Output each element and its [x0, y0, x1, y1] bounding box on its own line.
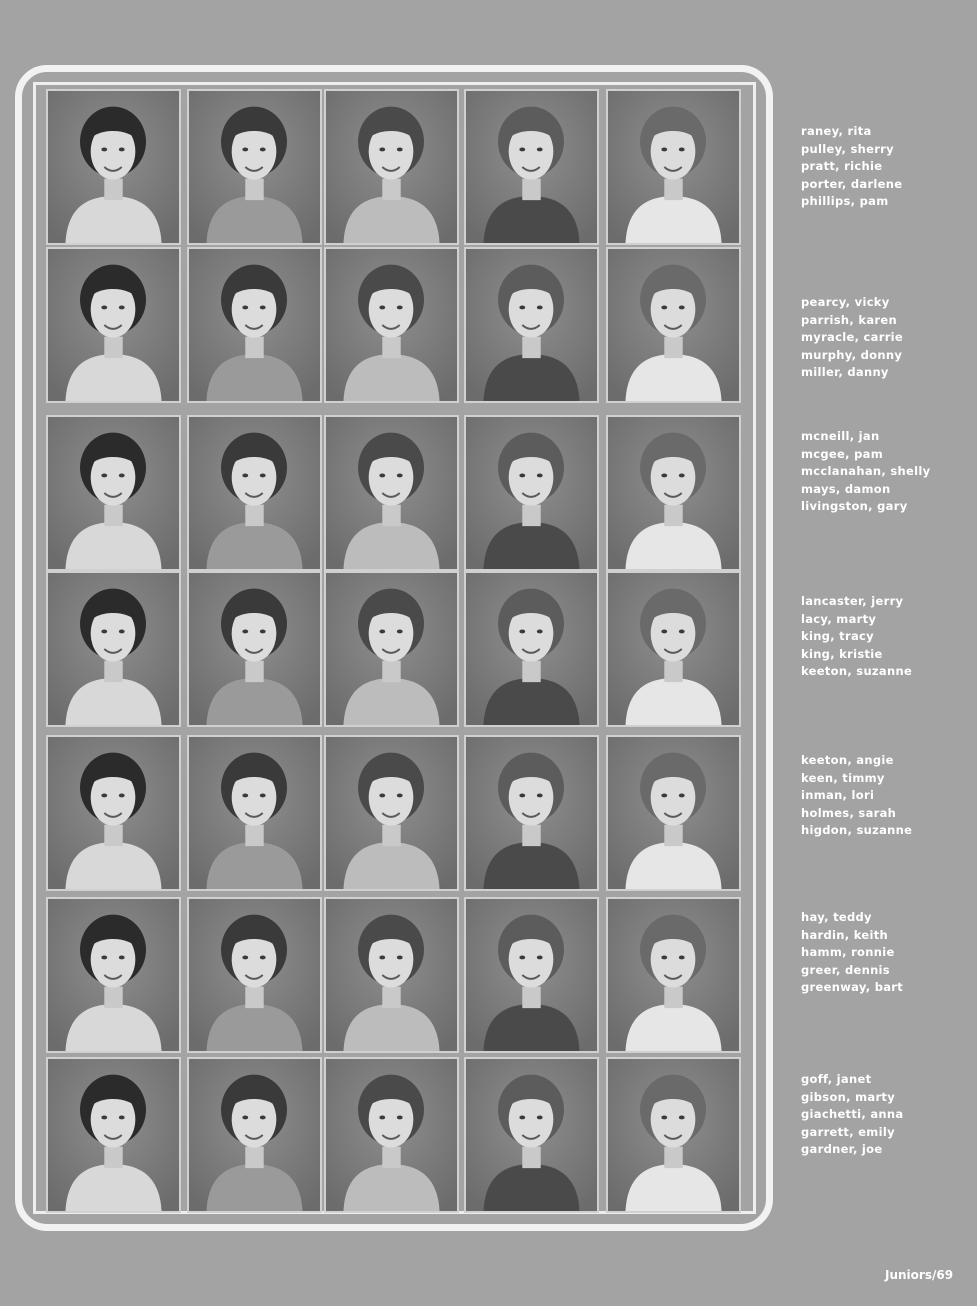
student-name: mays, damon	[801, 481, 891, 496]
portrait-row	[44, 735, 744, 891]
student-portrait	[606, 735, 741, 891]
student-portrait	[606, 247, 741, 403]
student-portrait	[324, 247, 459, 403]
student-name: pratt, richie	[801, 159, 883, 173]
student-portrait	[464, 89, 599, 245]
student-name: murphy, donny	[801, 347, 903, 362]
student-portrait	[187, 247, 322, 403]
student-portrait	[324, 571, 459, 727]
student-name: keeton, suzanne	[801, 664, 913, 678]
student-portrait	[324, 89, 459, 245]
student-portrait	[606, 1057, 741, 1213]
student-name: parrish, karen	[801, 312, 897, 327]
student-name: greer, dennis	[801, 962, 890, 977]
name-list	[801, 1071, 961, 1159]
student-portrait	[46, 247, 181, 403]
student-portrait	[464, 415, 599, 571]
portrait-row	[44, 415, 744, 571]
student-portrait	[187, 1057, 322, 1213]
student-portrait	[187, 415, 322, 571]
student-name: keen, timmy	[801, 770, 885, 785]
student-name: miller, danny	[801, 365, 889, 379]
page-folio: Juniors/69	[885, 1268, 954, 1282]
name-list	[801, 428, 961, 516]
name-list	[801, 123, 961, 211]
student-name: holmes, sarah	[801, 805, 897, 820]
student-portrait	[464, 247, 599, 403]
student-portrait	[46, 571, 181, 727]
name-list	[801, 593, 961, 681]
student-name: king, tracy	[801, 629, 874, 643]
student-name: pearcy, vicky	[801, 295, 890, 309]
student-name: inman, lori	[801, 788, 875, 802]
student-name: hamm, ronnie	[801, 945, 895, 959]
student-portrait	[46, 897, 181, 1053]
student-name: giachetti, anna	[801, 1107, 904, 1121]
portrait-row	[44, 897, 744, 1053]
student-portrait	[187, 735, 322, 891]
student-portrait	[606, 897, 741, 1053]
name-list	[801, 752, 961, 840]
student-portrait	[324, 735, 459, 891]
student-name: mcneill, jan	[801, 429, 880, 443]
student-name: mcgee, pam	[801, 446, 883, 461]
portrait-row	[44, 89, 744, 245]
student-name: phillips, pam	[801, 194, 889, 208]
student-name: gardner, joe	[801, 1142, 883, 1156]
student-portrait	[464, 1057, 599, 1213]
student-name: gibson, marty	[801, 1089, 896, 1104]
student-name: garrett, emily	[801, 1124, 895, 1139]
student-portrait	[46, 735, 181, 891]
portrait-row	[44, 1057, 744, 1213]
portrait-grid	[44, 89, 744, 1210]
name-list	[801, 909, 961, 997]
student-name: higdon, suzanne	[801, 823, 913, 837]
name-list	[801, 294, 961, 382]
student-portrait	[606, 89, 741, 245]
student-name: hay, teddy	[801, 910, 872, 924]
student-name: mcclanahan, shelly	[801, 464, 931, 478]
student-portrait	[187, 89, 322, 245]
student-name: livingston, gary	[801, 499, 908, 513]
student-portrait	[324, 897, 459, 1053]
student-name: goff, janet	[801, 1072, 872, 1086]
student-portrait	[187, 571, 322, 727]
student-portrait	[46, 89, 181, 245]
portrait-row	[44, 247, 744, 403]
student-portrait	[464, 571, 599, 727]
student-portrait	[46, 1057, 181, 1213]
portrait-row	[44, 571, 744, 727]
student-name: greenway, bart	[801, 980, 904, 994]
student-name: porter, darlene	[801, 176, 903, 191]
student-portrait	[324, 415, 459, 571]
student-portrait	[606, 415, 741, 571]
student-name: lacy, marty	[801, 611, 877, 626]
student-name: raney, rita	[801, 124, 872, 138]
student-name: myracle, carrie	[801, 330, 904, 344]
student-name: hardin, keith	[801, 927, 889, 942]
student-name: lancaster, jerry	[801, 594, 904, 608]
student-portrait	[606, 571, 741, 727]
student-portrait	[46, 415, 181, 571]
student-name: keeton, angie	[801, 753, 894, 767]
student-portrait	[187, 897, 322, 1053]
student-portrait	[464, 735, 599, 891]
student-name: king, kristie	[801, 646, 883, 661]
student-portrait	[464, 897, 599, 1053]
student-portrait	[324, 1057, 459, 1213]
student-name: pulley, sherry	[801, 141, 894, 156]
